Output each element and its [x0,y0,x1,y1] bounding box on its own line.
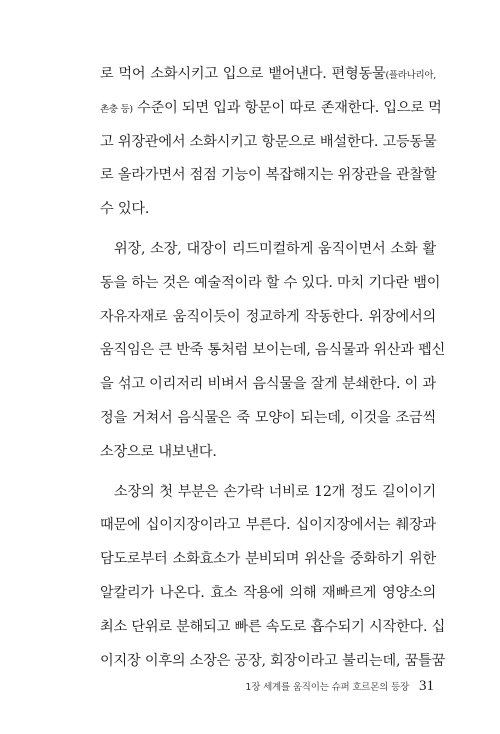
text-line: 로 올라가면서 점점 기능이 복잡해지는 위장관을 관찰할 [100,167,437,184]
page-number: 31 [419,678,434,694]
text-line: 알칼리가 나온다. 효소 작용에 의해 재빠르게 영양소의 [100,584,436,601]
text-line: 위장, 소장, 대장이 리드미컬하게 움직이면서 소화 활 [114,240,436,257]
text-line: 이지장 이후의 소장은 공장, 회장이라고 불리는데, 꿈틀꿈 [100,652,446,669]
text-line: 움직임은 큰 반죽 통처럼 보이는데, 음식물과 위산과 펩신 [100,342,446,359]
text-line: 소장의 첫 부분은 손가락 너비로 12개 정도 길이이기 [114,483,436,500]
text-line: 고 위장관에서 소화시키고 항문으로 배설한다. 고등동물 [100,133,437,150]
text-line: 정을 거쳐서 음식물은 죽 모양이 되는데, 이것을 조금씩 [100,409,436,426]
text-line: 을 섞고 이리저리 비벼서 음식물을 잘게 분쇄한다. 이 과 [100,376,436,393]
running-chapter-title: 1장 세계를 움직이는 슈퍼 호르몬의 등장 [245,682,409,693]
text-line: 수 있다. [100,201,150,218]
body-text [100,58,446,678]
text-line: 담도로부터 소화효소가 분비되며 위산을 중화하기 위한 [100,551,436,568]
text-line: 때문에 십이지장이라고 부른다. 십이지장에서는 췌장과 [100,517,436,534]
text-line: 자유자재로 움직이듯이 정교하게 작동한다. 위장에서의 [100,308,436,325]
text-line: 동을 하는 것은 예술적이라 할 수 있다. 마치 기다란 뱀이 [100,274,441,291]
page-footer [245,678,434,695]
text-line: 촌충 등) 수준이 되면 입과 항문이 따로 존재한다. 입으로 먹 [100,99,442,116]
text-line: 로 먹어 소화시키고 입으로 뱉어낸다. 편형동물(플라나리아, [100,66,436,82]
text-line: 최소 단위로 분해되고 빠른 속도로 흡수되기 시작한다. 십 [100,618,446,635]
text-line: 소장으로 내보낸다. [100,443,217,460]
